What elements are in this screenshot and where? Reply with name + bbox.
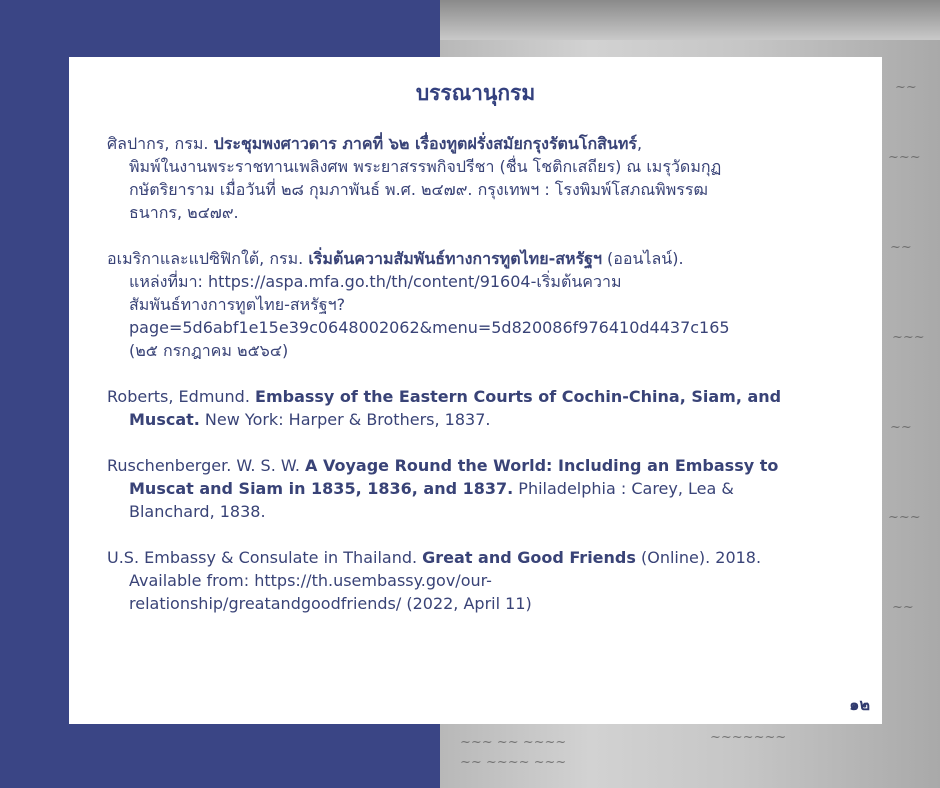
entry-line: relationship/greatandgoodfriends/ (2022, April 11) (129, 594, 532, 613)
bibliography-list (107, 132, 807, 638)
entry-author: อเมริกาและแปซิฟิกใต้, กรม. (107, 249, 309, 268)
bibliography-entry: ศิลปากร, กรม. ประชุมพงศาวดาร ภาคที่ ๖๒ เรื่องทูตฝรั่งสมัยกรุงรัตนโกสินทร์, พิมพ์ในงานพระราชทานเพลิงศพ พระยาสรรพกิจปรีชา (ชื่น โชติกเสถียร) ณ เมรุวัดมกุฏ กษัตริยาราม เมื่อวันที่ ๒๘ กุมภาพันธ์ พ.ศ. ๒๔๗๙. กรุงเทพฯ : โรงพิมพ์โสภณพิพรรฒ ธนากร, ๒๔๗๙. (107, 132, 807, 224)
bibliography-entry (107, 385, 807, 431)
entry-line: Blanchard, 1838. (129, 502, 266, 521)
handwriting-mark: ~~ (890, 420, 912, 435)
handwriting-mark: ~~~ ~~ ~~~~ (460, 735, 567, 750)
entry-author: Roberts, Edmund. (107, 387, 256, 406)
entry-author: ศิลปากร, กรม. (107, 134, 214, 153)
entry-title: ประชุมพงศาวดาร ภาคที่ ๖๒ เรื่องทูตฝรั่งสมัยกรุงรัตนโกสินทร์ (213, 134, 637, 153)
entry-author: Ruschenberger. W. S. W. (107, 456, 306, 475)
entry-line: Philadelphia : Carey, Lea & (513, 479, 734, 498)
entry-author: U.S. Embassy & Consulate in Thailand. (107, 548, 423, 567)
handwriting-mark: ~~ (895, 80, 917, 95)
handwriting-mark: ~~~ (888, 150, 921, 165)
bibliography-entry: U.S. Embassy & Consulate in Thailand. Great and Good Friends (Online). 2018. Available from: https://th.usembassy.gov/our- relationship/greatandgoodfriends/ (2022, April 11) (107, 546, 807, 615)
entry-line: กษัตริยาราม เมื่อวันที่ ๒๘ กุมภาพันธ์ พ.ศ. ๒๔๗๙. กรุงเทพฯ : โรงพิมพ์โสภณพิพรรฒ (129, 180, 708, 199)
manuscript-top-strip (440, 0, 940, 40)
handwriting-mark: ~~~~~~~ (710, 730, 787, 745)
entry-title: Great and Good Friends (422, 548, 636, 567)
entry-line: สัมพันธ์ทางการทูตไทย-สหรัฐฯ? (129, 295, 346, 314)
entry-line: (๒๕ กรกฎาคม ๒๕๖๔) (129, 341, 289, 360)
handwriting-mark: ~~ ~~~~ ~~~ (460, 755, 567, 770)
entry-title: Embassy of the Eastern Courts of Cochin-China, Siam, and (255, 387, 782, 406)
entry-line: Available from: https://th.usembassy.gov/our- (129, 571, 492, 590)
bibliography-entry: อเมริกาและแปซิฟิกใต้, กรม. เริ่มต้นความสัมพันธ์ทางการทูตไทย-สหรัฐฯ (ออนไลน์). แหล่งที่มา: https://aspa.mfa.go.th/th/content/91604-เริ่มต้นความ สัมพันธ์ทางการทูตไทย-สหรัฐฯ? page=5d6abf1e15e39c0648002062&menu=5d820086f976410d4437c165 (๒๕ กรกฎาคม ๒๕๖๔) (107, 247, 807, 362)
bibliography-entry (107, 454, 807, 523)
page-number: ๑๒ (849, 695, 870, 714)
entry-line: New York: Harper & Brothers, 1837. (199, 410, 491, 429)
entry-title-continued: Muscat. (129, 410, 200, 429)
entry-title: เริ่มต้นความสัมพันธ์ทางการทูตไทย-สหรัฐฯ (308, 249, 602, 268)
entry-line: ธนากร, ๒๔๗๙. (129, 203, 239, 222)
entry-title: A Voyage Round the World: Including an Embassy to (305, 456, 779, 475)
handwriting-mark: ~~ (892, 600, 914, 615)
page-title: บรรณานุกรม (415, 81, 536, 105)
entry-title-continued: Muscat and Siam in 1835, 1836, and 1837. (129, 479, 514, 498)
handwriting-mark: ~~~ (888, 510, 921, 525)
entry-line: page=5d6abf1e15e39c0648002062&menu=5d820086f976410d4437c165 (129, 318, 730, 337)
bibliography-card (69, 57, 882, 724)
entry-line: แหล่งที่มา: https://aspa.mfa.go.th/th/content/91604-เริ่มต้นความ (129, 272, 622, 291)
handwriting-mark: ~~~ (892, 330, 925, 345)
entry-line: พิมพ์ในงานพระราชทานเพลิงศพ พระยาสรรพกิจปรีชา (ชื่น โชติกเสถียร) ณ เมรุวัดมกุฏ (129, 157, 722, 176)
handwriting-mark: ~~ (890, 240, 912, 255)
